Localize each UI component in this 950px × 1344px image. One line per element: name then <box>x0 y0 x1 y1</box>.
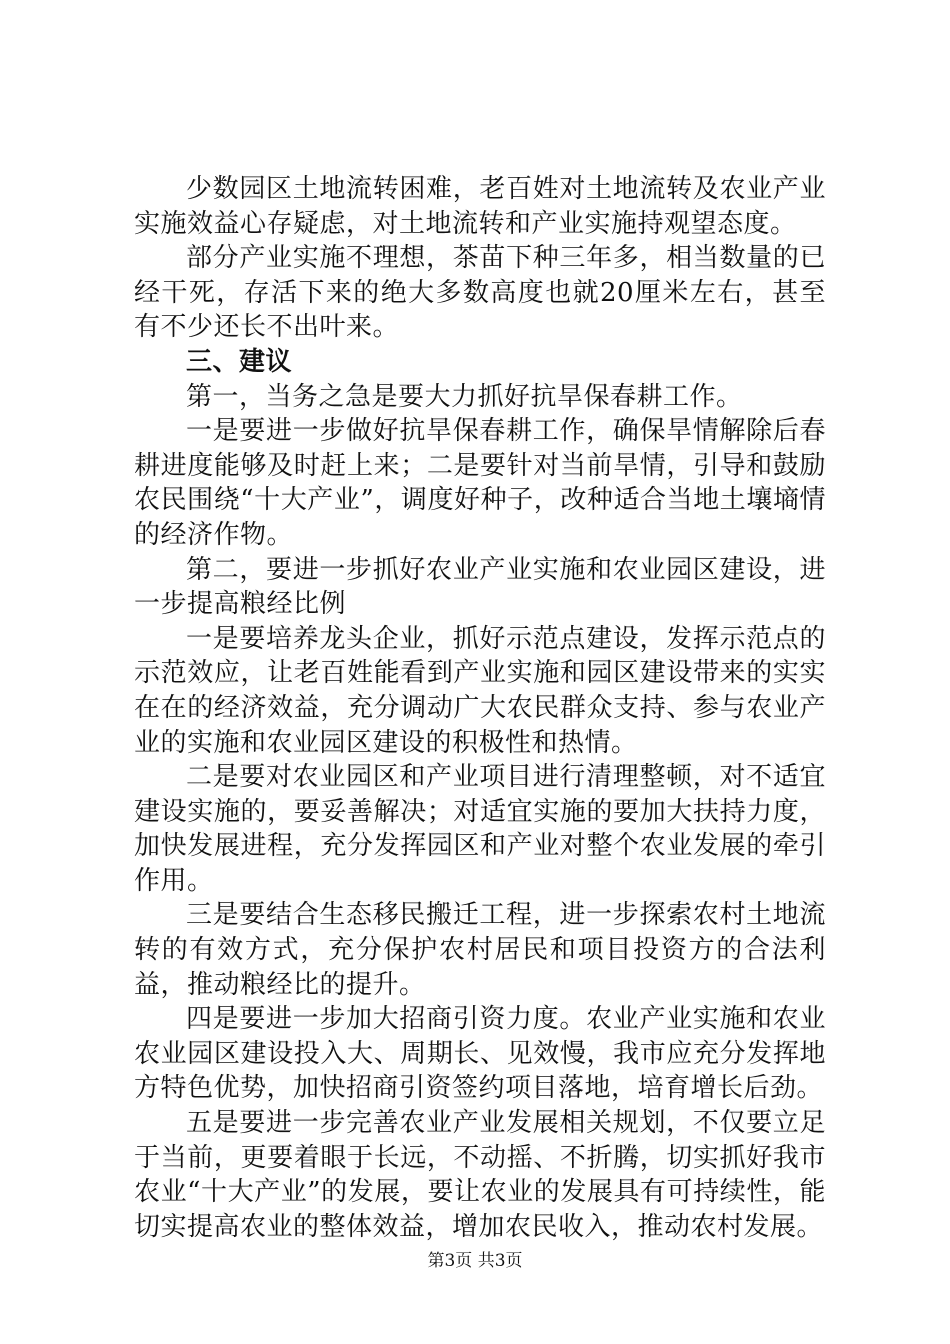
paragraph-leading-enterprises: 一是要培养龙头企业，抓好示范点建设，发挥示范点的示范效应，让老百姓能看到产业实施和园区建设带来的实实在在的经济效益，充分调动广大农民群众支持、参与农业产业的实施和农业园区建设的积极性和热情。 <box>134 623 826 758</box>
paragraph-drought-measures: 一是要进一步做好抗旱保春耕工作，确保旱情解除后春耕进度能够及时赶上来；二是要针对当前旱情，引导和鼓励农民围绕“十大产业”，调度好种子，改种适合当地土壤墒情的经济作物。 <box>134 416 826 550</box>
paragraph-second-point: 第二，要进一步抓好农业产业实施和农业园区建设，进一步提高粮经比例 <box>134 554 826 620</box>
paragraph-planning: 五是要进一步完善农业产业发展相关规划，不仅要立足于当前，更要着眼于长远，不动摇、不折腾，切实抓好我市农业“十大产业”的发展，要让农业的发展具有可持续性，能切实提高农业的整体效益，增加农民收入，推动农村发展。 <box>134 1108 826 1242</box>
paragraph-land-transfer-difficulty: 少数园区土地流转困难，老百姓对土地流转及农业产业实施效益心存疑虑，对土地流转和产业实施持观望态度。 <box>134 174 826 239</box>
paragraph-ecological-migration: 三是要结合生态移民搬迁工程，进一步探索农村土地流转的有效方式，充分保护农村居民和项目投资方的合法利益，推动粮经比的提升。 <box>134 900 826 1000</box>
document-body <box>134 172 826 1244</box>
page-footer <box>0 1246 950 1271</box>
paragraph-investment: 四是要进一步加大招商引资力度。农业产业实施和农业农业园区建设投入大、周期长、见效慢，我市应充分发挥地方特色优势，加快招商引资签约项目落地，培育增长后劲。 <box>134 1004 826 1104</box>
page-number-label: 第3页 共3页 <box>427 1251 523 1271</box>
section-heading-suggestions: 三、建议 <box>186 346 293 377</box>
paragraph-tea-seedlings: 部分产业实施不理想，茶苗下种三年多，相当数量的已经干死，存活下来的绝大多数高度也就20厘米左右，甚至有不少还长不出叶来。 <box>134 243 826 343</box>
paragraph-first-point: 第一，当务之急是要大力抓好抗旱保春耕工作。 <box>186 381 743 412</box>
paragraph-rectification: 二是要对农业园区和产业项目进行清理整顿，对不适宜建设实施的，要妥善解决；对适宜实施的要加大扶持力度，加快发展进程，充分发挥园区和产业对整个农业发展的牵引作用。 <box>134 762 826 896</box>
